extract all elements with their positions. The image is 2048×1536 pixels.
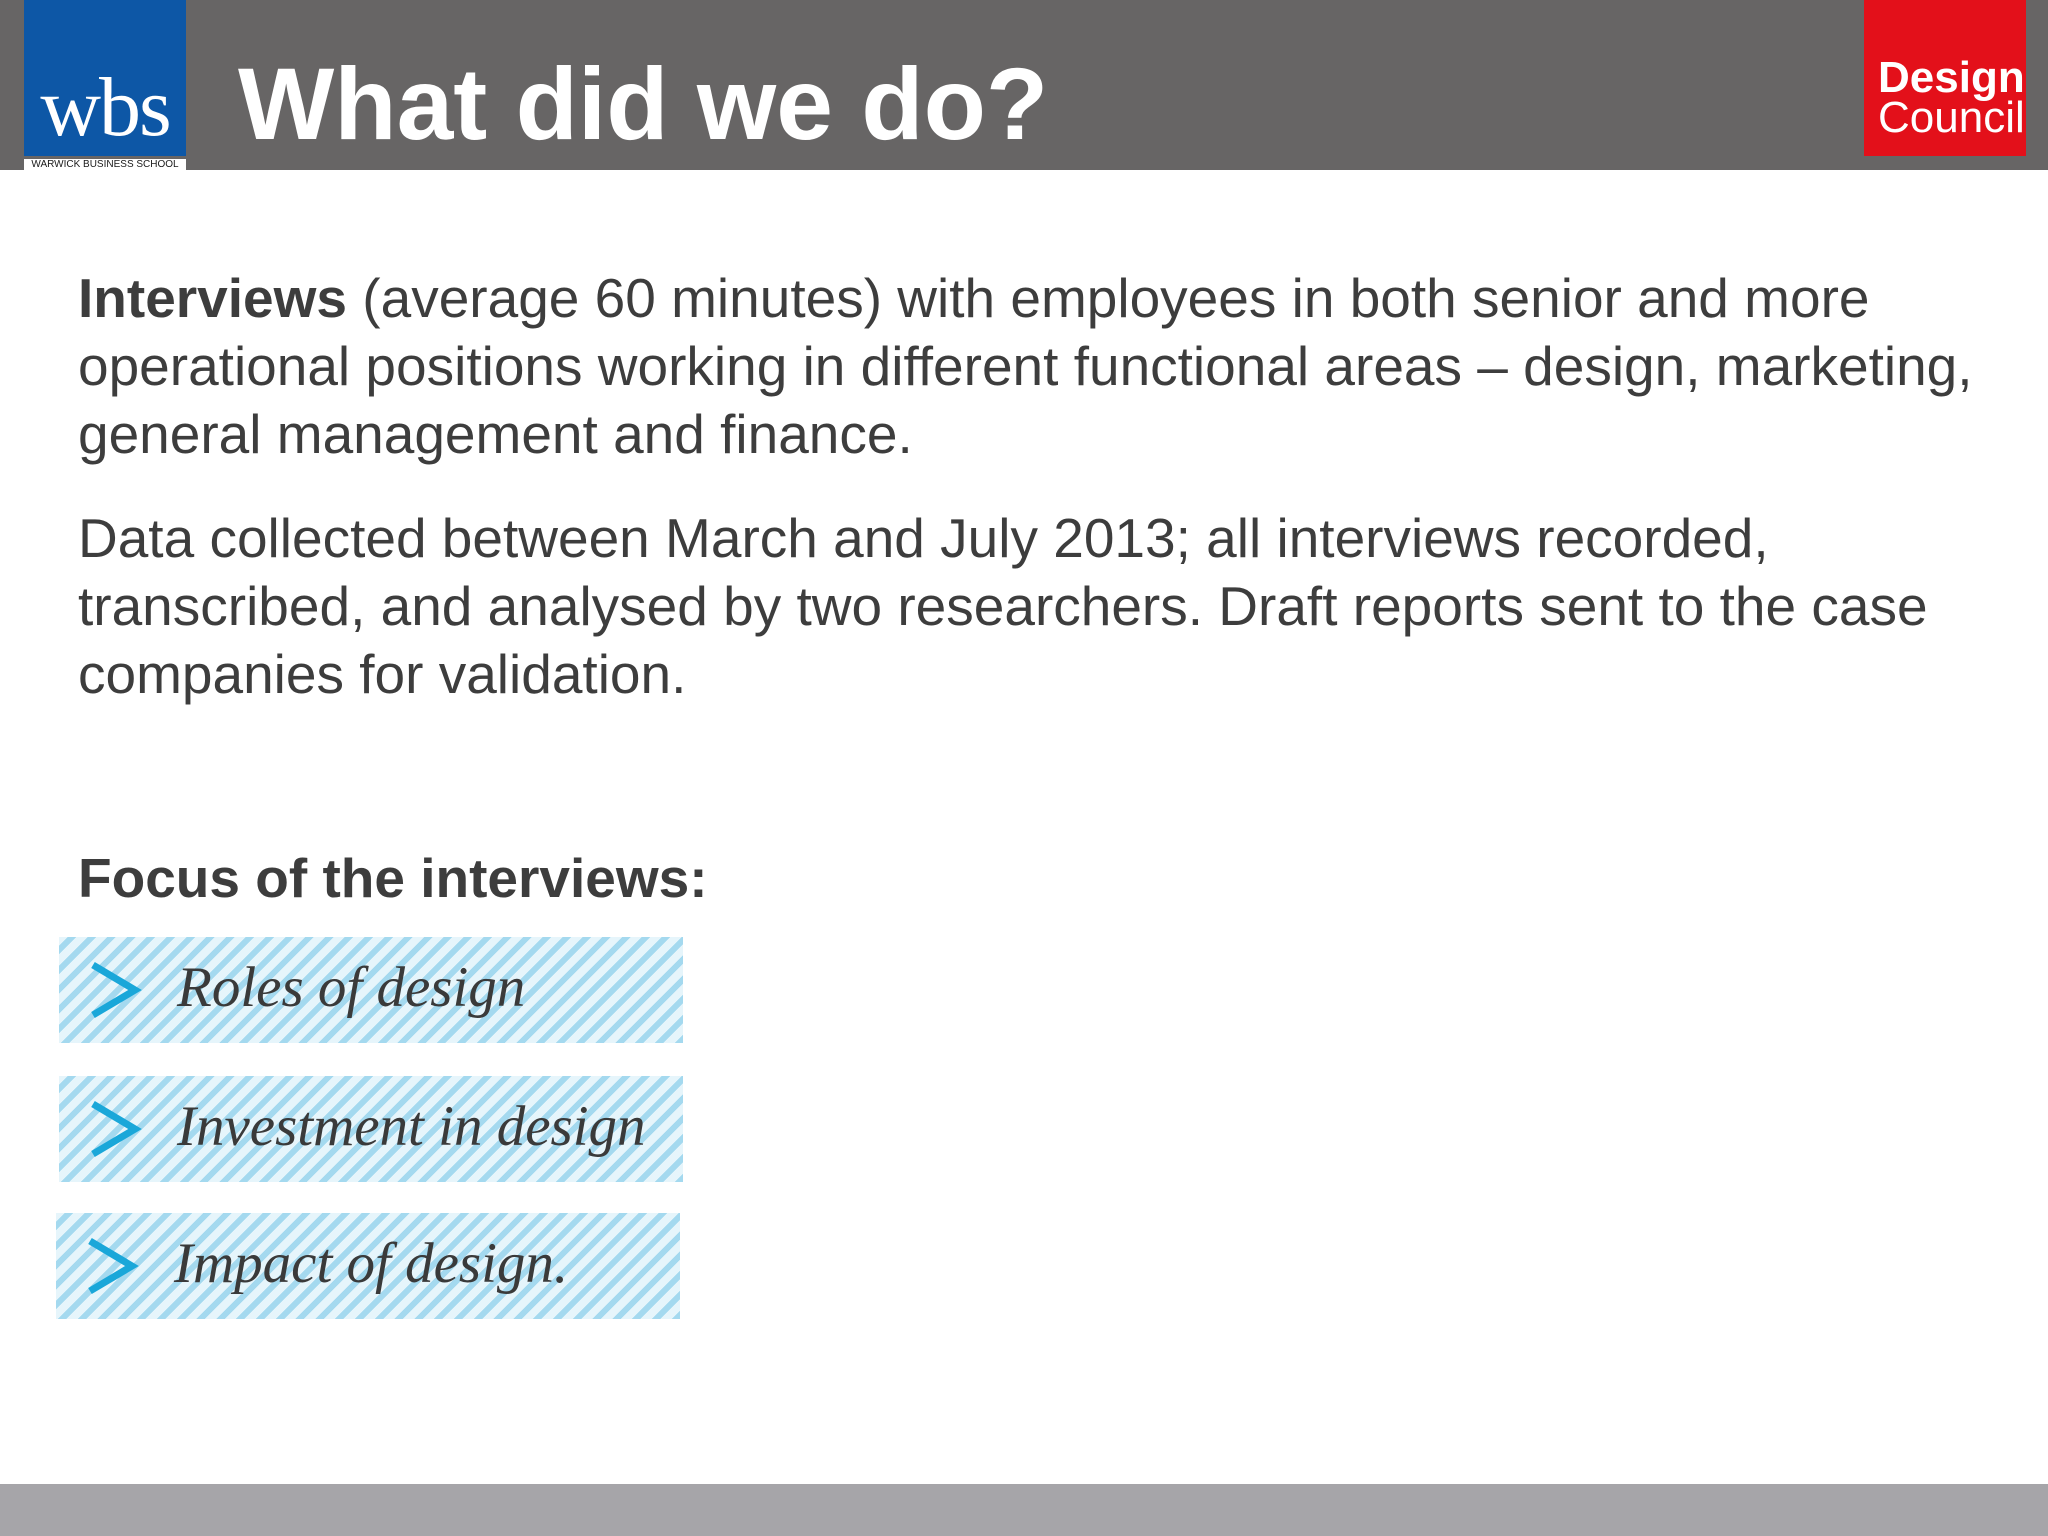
focus-item-impact <box>56 1213 680 1319</box>
focus-heading: Focus of the interviews: <box>78 847 708 909</box>
focus-item-investment <box>59 1076 683 1182</box>
paragraph-interviews-bold: Interviews <box>78 267 348 329</box>
design-council-logo <box>1864 0 2026 156</box>
chevron-right-icon <box>84 1237 140 1295</box>
page-title: What did we do? <box>238 47 1049 161</box>
paragraph-interviews-text: (average 60 minutes) with employees in both senior and more operational positions working in different functional areas – design, marketing, general management and finance. <box>78 267 1973 465</box>
design-council-logo-line1: Design <box>1878 53 2025 102</box>
wbs-logo-text: wbs <box>40 61 170 154</box>
footer-bar <box>0 1484 2048 1536</box>
focus-item-label: Roles of design <box>177 956 526 1019</box>
wbs-logo-subtitle: WARWICK BUSINESS SCHOOL <box>24 159 186 170</box>
chevron-right-icon <box>87 1100 143 1158</box>
header-bar <box>0 0 2048 170</box>
chevron-right-icon <box>87 961 143 1019</box>
paragraph-data-collection: Data collected between March and July 2013; all interviews recorded, transcribed, and analysed by two researchers. Draft reports sent to the case companies for validation. <box>78 507 1928 705</box>
paragraph-interviews <box>78 264 1998 468</box>
wbs-logo-box <box>24 0 186 156</box>
focus-item-roles <box>59 937 683 1043</box>
wbs-logo <box>24 0 186 170</box>
design-council-logo-line2: Council <box>1878 93 2025 142</box>
focus-item-label: Investment in design <box>177 1095 646 1158</box>
focus-item-label: Impact of design. <box>174 1232 569 1295</box>
